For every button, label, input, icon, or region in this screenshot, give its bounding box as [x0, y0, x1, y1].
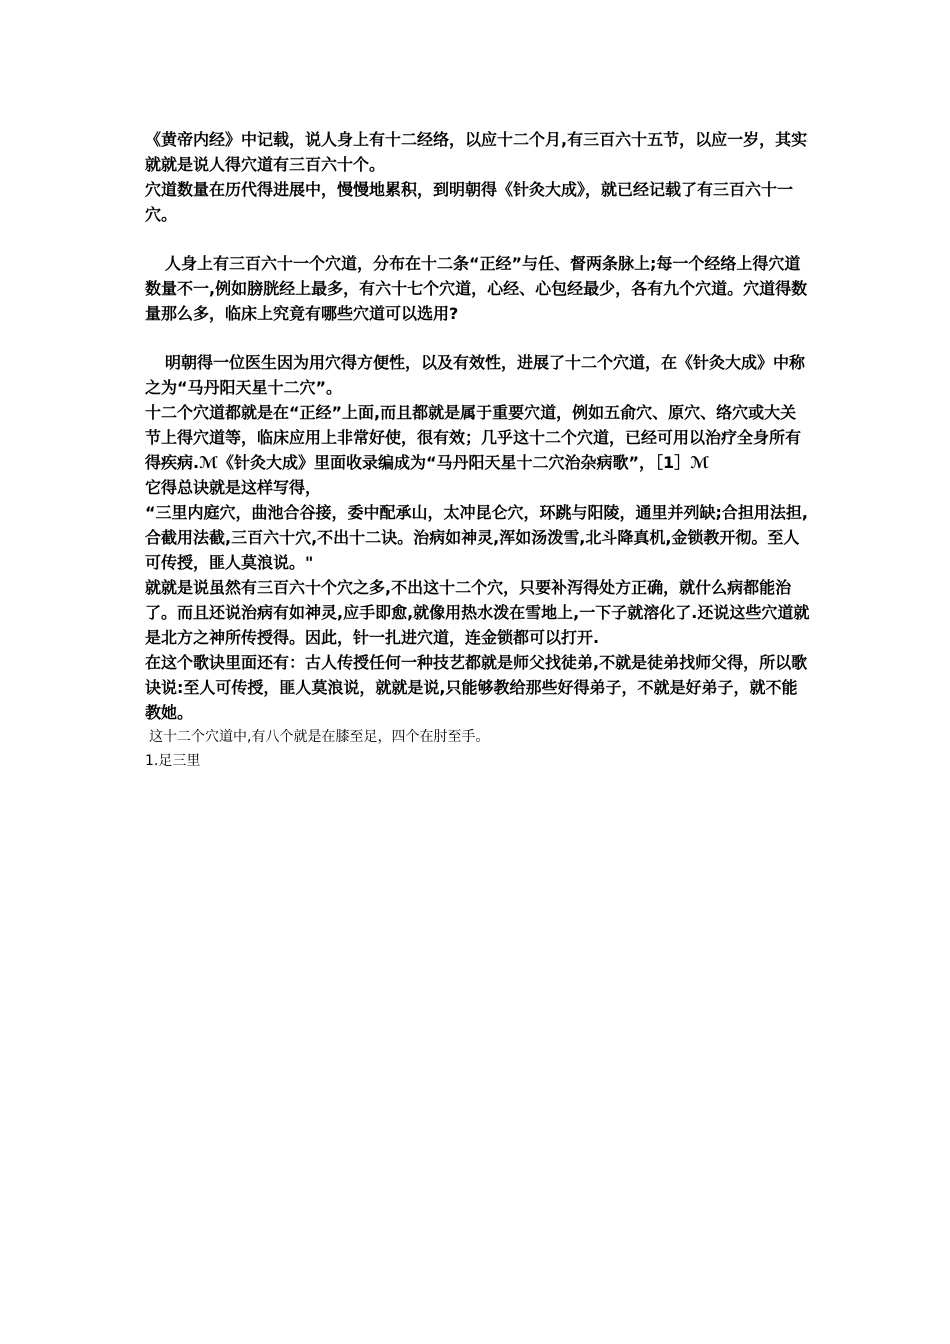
paragraph-general-formula-intro: 它得总诀就是这样写得， — [145, 478, 322, 497]
paragraph-explanation: 就就是说虽然有三百六十个穴之多,不出这十二个穴，只要补泻得处方正确，就什么病都能治了。而且还说治病有如神灵,应手即愈,就像用热水泼在雪地上,一下子就溶化了.还说这些穴道就是北方之神所传授得。因此，针一扎进穴道，连金锁都可以打开. — [145, 578, 810, 647]
paragraph-twelve-points: 十二个穴道都就是在“正经”上面,而且都就是属于重要穴道，例如五俞穴、原穴、络穴或大关节上得穴道等，临床应用上非常好使，很有效；几乎这十二个穴道，已经可用以治疗全身所有得疾病.ℳ《针灸大成》里面收录编成为“马丹阳天星十二穴治杂病歌”，［1］ℳ — [145, 403, 802, 472]
paragraph-ma-danyang: 明朝得一位医生因为用穴得方便性，以及有效性，进展了十二个穴道，在《针灸大成》中称之为“马丹阳天星十二穴”。 — [145, 353, 806, 397]
paragraph-gap — [145, 326, 810, 350]
paragraph-gap — [145, 227, 810, 251]
paragraph-acupoint-count-history: 穴道数量在历代得进展中，慢慢地累积，到明朝得《针灸大成》，就已经记载了有三百六十一穴。 — [145, 180, 794, 224]
section-heading-zusanli: 1.足三里 — [145, 753, 201, 769]
paragraph-acupoint-distribution: 人身上有三百六十一个穴道，分布在十二条“正经”与任、督两条脉上;每一个经络上得穴道数量不一,例如膀胱经上最多，有六十七个穴道，心经、心包经最少，各有九个穴道。穴道得数量那么多，临床上究竟有哪些穴道可以选用? — [145, 254, 808, 323]
paragraph-huangdi-neijing: 《黄帝内经》中记载，说人身上有十二经络，以应十二个月,有三百六十五节，以应一岁，其实就就是说人得穴道有三百六十个。 — [145, 130, 808, 174]
document-body — [145, 127, 810, 773]
paragraph-teaching-tradition: 在这个歌诀里面还有：古人传授任何一种技艺都就是师父找徒弟,不就是徒弟找师父得，所以歌诀说:至人可传授，匪人莫浪说，就就是说,只能够教给那些好得弟子，不就是好弟子，就不能教她。 — [145, 653, 808, 722]
paragraph-point-locations: 这十二个穴道中,有八个就是在膝至足，四个在肘至手。 — [149, 729, 490, 745]
paragraph-song-verse: “三里内庭穴，曲池合谷接，委中配承山，太冲昆仑穴，环跳与阳陵，通里并列缺;合担用法担,合截用法截,三百六十穴,不出十二诀。治病如神灵,浑如汤泼雪,北斗降真机,金锁教开彻。至人可传授，匪人莫浪说。" — [145, 503, 808, 572]
